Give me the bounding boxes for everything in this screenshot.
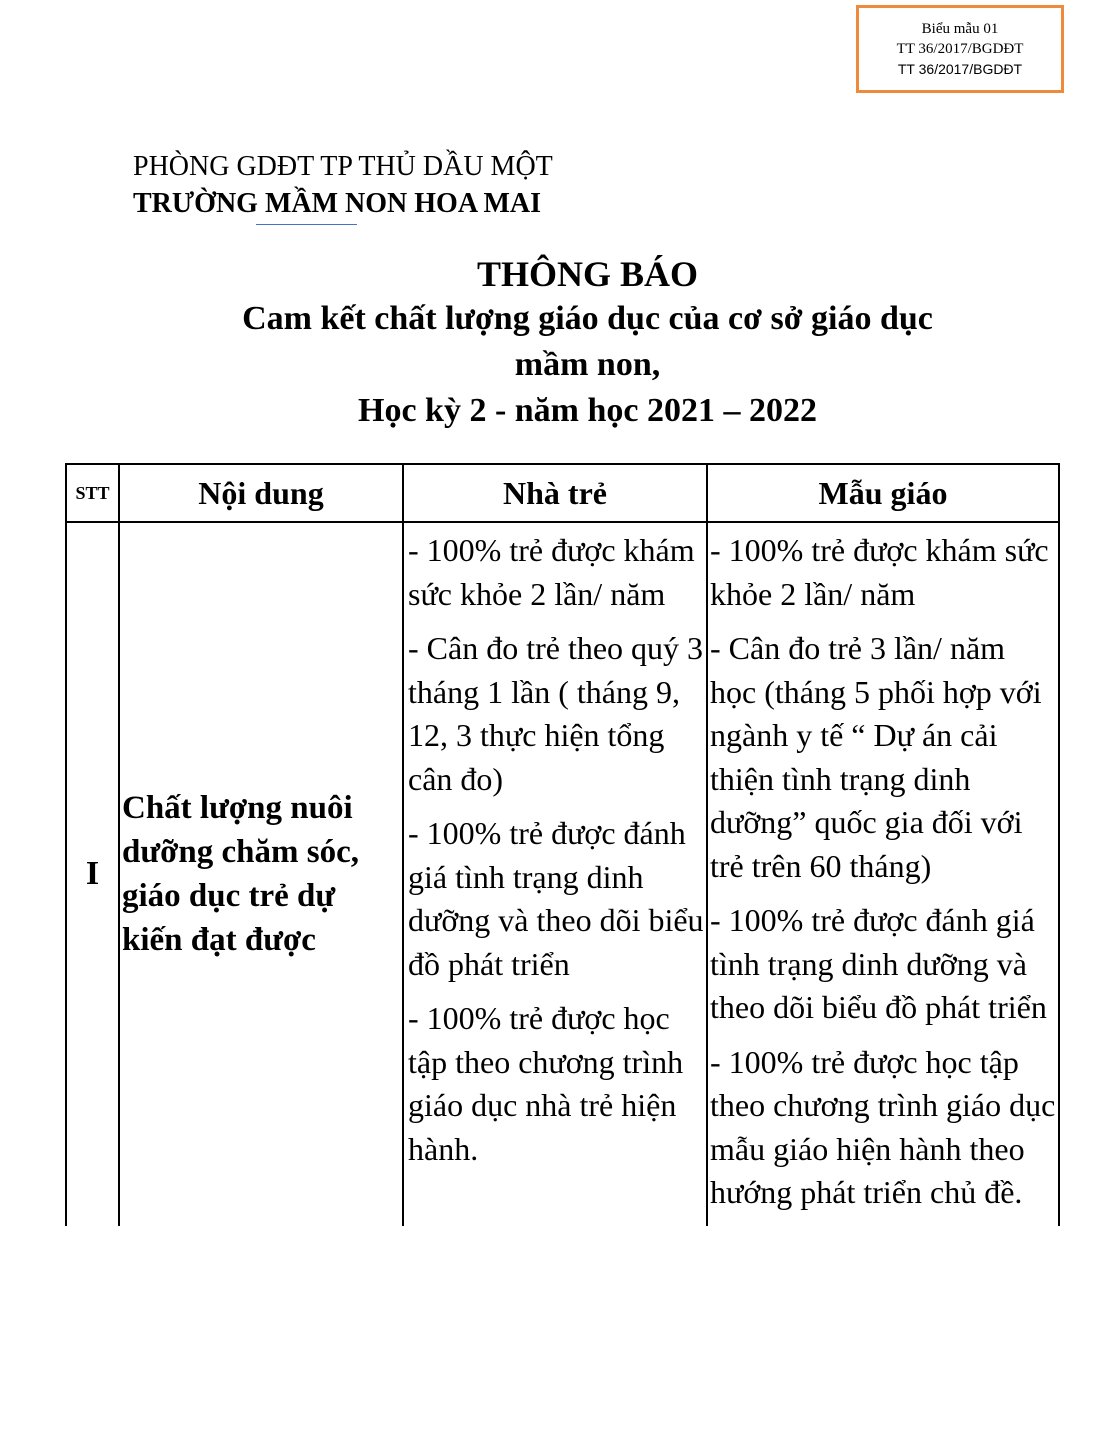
- school-underline: [256, 224, 357, 225]
- nursery-item: - 100% trẻ được học tập theo chương trình giáo dục nhà trẻ hiện hành.: [408, 1000, 684, 1167]
- table-header-row: [66, 464, 1059, 522]
- header-nursery: Nhà trẻ: [403, 464, 707, 522]
- title-term: Học kỳ 2 - năm học 2021 – 2022: [358, 392, 817, 429]
- title-subtitle-2: mầm non,: [514, 346, 661, 383]
- row-stt: I: [66, 522, 119, 1226]
- kindergarten-item: - 100% trẻ được khám sức khỏe 2 lần/ năm: [710, 532, 1049, 612]
- department-name: PHÒNG GDĐT TP THỦ DẦU MỘT: [133, 151, 553, 182]
- header-stt: STT: [66, 464, 119, 522]
- row-kindergarten: [707, 522, 1059, 1226]
- row-content: Chất lượng nuôi dưỡng chăm sóc, giáo dục trẻ dự kiến đạt được: [119, 522, 403, 1226]
- title-main: THÔNG BÁO: [476, 254, 699, 294]
- form-code-line3: TT 36/2017/BGDĐT: [897, 61, 1023, 77]
- nursery-item: - 100% trẻ được đánh giá tình trạng dinh dưỡng và theo dõi biểu đồ phát triển: [408, 815, 704, 982]
- form-code-line1: Biểu mẫu 01: [921, 21, 999, 37]
- school-name: TRƯỜNG MẦM NON HOA MAI: [133, 188, 542, 219]
- header-kindergarten: Mẫu giáo: [707, 464, 1059, 522]
- kindergarten-item: - Cân đo trẻ 3 lần/ năm học (tháng 5 phối hợp với ngành y tế “ Dự án cải thiện tình trạng dinh dưỡng” quốc gia đối với trẻ trên 60 tháng): [710, 630, 1042, 884]
- nursery-item: - 100% trẻ được khám sức khỏe 2 lần/ năm: [408, 532, 695, 612]
- kindergarten-item: - 100% trẻ được học tập theo chương trình giáo dục mẫu giáo hiện hành theo hướng phát triển chủ đề.: [710, 1043, 1056, 1210]
- table-row: [66, 522, 1059, 1226]
- nursery-item: - Cân đo trẻ theo quý 3 tháng 1 lần ( tháng 9, 12, 3 thực hiện tổng cân đo): [408, 630, 704, 797]
- title-subtitle-1: Cam kết chất lượng giáo dục của cơ sở giáo dục: [242, 300, 933, 337]
- form-code-line2: TT 36/2017/BGDĐT: [896, 41, 1024, 57]
- commitment-table: [65, 463, 1060, 1226]
- title-block: [120, 252, 1055, 434]
- form-code-box: [856, 5, 1064, 93]
- kindergarten-item: - 100% trẻ được đánh giá tình trạng dinh dưỡng và theo dõi biểu đồ phát triển: [710, 902, 1047, 1025]
- header-content: Nội dung: [119, 464, 403, 522]
- row-nursery: [403, 522, 707, 1226]
